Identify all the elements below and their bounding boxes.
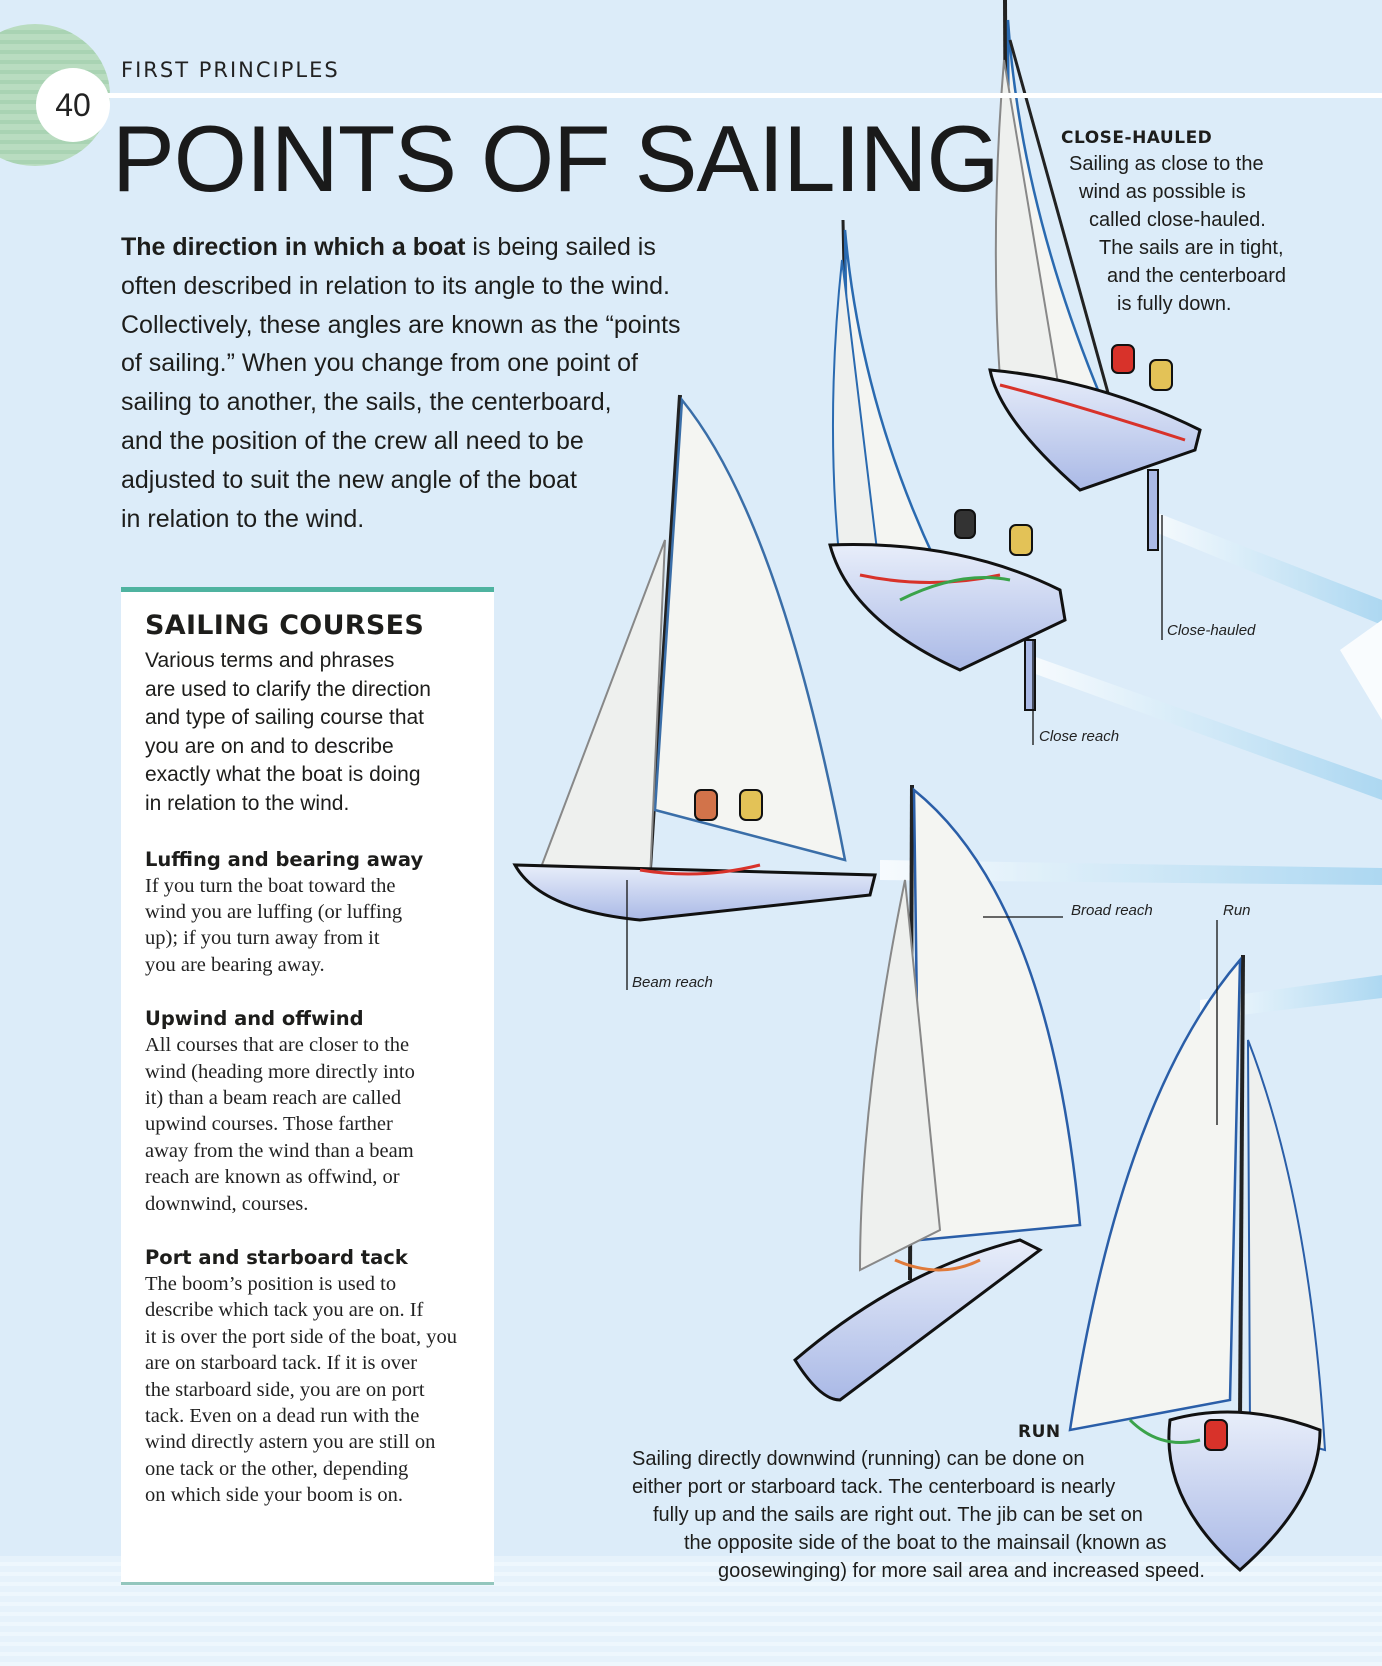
- body-line: are on starboard tack. If it is over: [145, 1352, 418, 1375]
- caption-line: fully up and the sails are right out. The jib can be set on: [653, 1504, 1143, 1526]
- body-line: tack. Even on a dead run with the: [145, 1405, 420, 1428]
- intro-line: sailing to another, the sails, the centerboard,: [121, 388, 612, 417]
- intro-text: is being sailed is: [465, 233, 656, 261]
- body-line: wind (heading more directly into: [145, 1060, 415, 1083]
- box-intro-line: are used to clarify the direction: [145, 677, 431, 701]
- intro-line: Collectively, these angles are known as the “points: [121, 310, 681, 339]
- caption-line: The sails are in tight,: [1099, 237, 1284, 259]
- intro-line: often described in relation to its angle to the wind.: [121, 271, 670, 300]
- page-number: 40: [36, 68, 110, 142]
- box-intro-line: you are on and to describe: [145, 734, 394, 758]
- body-line: If you turn the boat toward the: [145, 874, 396, 897]
- body-line: describe which tack you are on. If: [145, 1299, 424, 1322]
- luffing-heading: Luffing and bearing away: [145, 847, 424, 871]
- page-title: POINTS OF SAILING: [112, 106, 999, 211]
- label-beam-reach: Beam reach: [632, 974, 713, 991]
- body-line: downwind, courses.: [145, 1192, 309, 1215]
- intro-line: in relation to the wind.: [121, 504, 365, 533]
- label-close-hauled: Close-hauled: [1167, 622, 1256, 639]
- intro-line-1: [121, 228, 721, 267]
- intro-line: of sailing.” When you change from one point of: [121, 349, 638, 378]
- body-line: away from the wind than a beam: [145, 1139, 414, 1162]
- caption-line: either port or starboard tack. The centerboard is nearly: [632, 1476, 1116, 1498]
- body-line: the starboard side, you are on port: [145, 1378, 425, 1401]
- body-line: it is over the port side of the boat, you: [145, 1325, 457, 1348]
- header-rule: [105, 93, 1382, 98]
- caption-line: Sailing directly downwind (running) can be done on: [632, 1448, 1085, 1470]
- box-intro-line: Various terms and phrases: [145, 649, 395, 672]
- caption-line: goosewinging) for more sail area and increased speed.: [718, 1560, 1205, 1582]
- sailing-courses-box: [121, 587, 494, 1582]
- upwind-body: [145, 1032, 485, 1217]
- body-line: The boom’s position is used to: [145, 1273, 397, 1296]
- caption-line: Sailing as close to the: [1069, 153, 1264, 175]
- label-close-reach: Close reach: [1039, 728, 1120, 745]
- tack-body: [145, 1271, 485, 1509]
- caption-line: and the centerboard: [1107, 265, 1287, 287]
- body-line: upwind courses. Those farther: [145, 1113, 393, 1136]
- body-line: on which side your boom is on.: [145, 1484, 403, 1507]
- body-line: you are bearing away.: [145, 953, 325, 976]
- body-line: All courses that are closer to the: [145, 1034, 410, 1057]
- run-title: RUN: [1018, 1422, 1061, 1442]
- caption-line: is fully down.: [1117, 293, 1232, 315]
- caption-line: wind as possible is: [1079, 181, 1246, 203]
- tack-heading: Port and starboard tack: [145, 1246, 408, 1270]
- body-line: up); if you turn away from it: [145, 927, 380, 950]
- body-line: wind you are luffing (or luffing: [145, 900, 403, 923]
- close-hauled-title: CLOSE-HAULED: [1061, 128, 1213, 148]
- body-line: one tack or the other, depending: [145, 1457, 409, 1480]
- caption-line: called close-hauled.: [1089, 209, 1266, 231]
- label-run: Run: [1223, 902, 1251, 919]
- upwind-heading: Upwind and offwind: [145, 1007, 364, 1031]
- box-intro-line: exactly what the boat is doing: [145, 763, 421, 787]
- sailing-courses-intro: [145, 647, 485, 819]
- box-intro-line: in relation to the wind.: [145, 791, 350, 815]
- intro-paragraph: [121, 228, 721, 538]
- sailing-courses-title: SAILING COURSES: [145, 610, 425, 641]
- body-line: wind directly astern you are still on: [145, 1431, 436, 1454]
- section-label: FIRST PRINCIPLES: [121, 58, 340, 82]
- intro-lead: The direction in which a boat: [121, 233, 466, 261]
- intro-line: and the position of the crew all need to be: [121, 426, 584, 455]
- intro-line: adjusted to suit the new angle of the boat: [121, 465, 577, 494]
- label-broad-reach: Broad reach: [1071, 902, 1153, 919]
- body-line: reach are known as offwind, or: [145, 1166, 400, 1189]
- body-line: it) than a beam reach are called: [145, 1087, 402, 1109]
- luffing-body: [145, 873, 485, 979]
- caption-line: the opposite side of the boat to the mainsail (known as: [684, 1532, 1167, 1554]
- box-intro-line: and type of sailing course that: [145, 706, 425, 730]
